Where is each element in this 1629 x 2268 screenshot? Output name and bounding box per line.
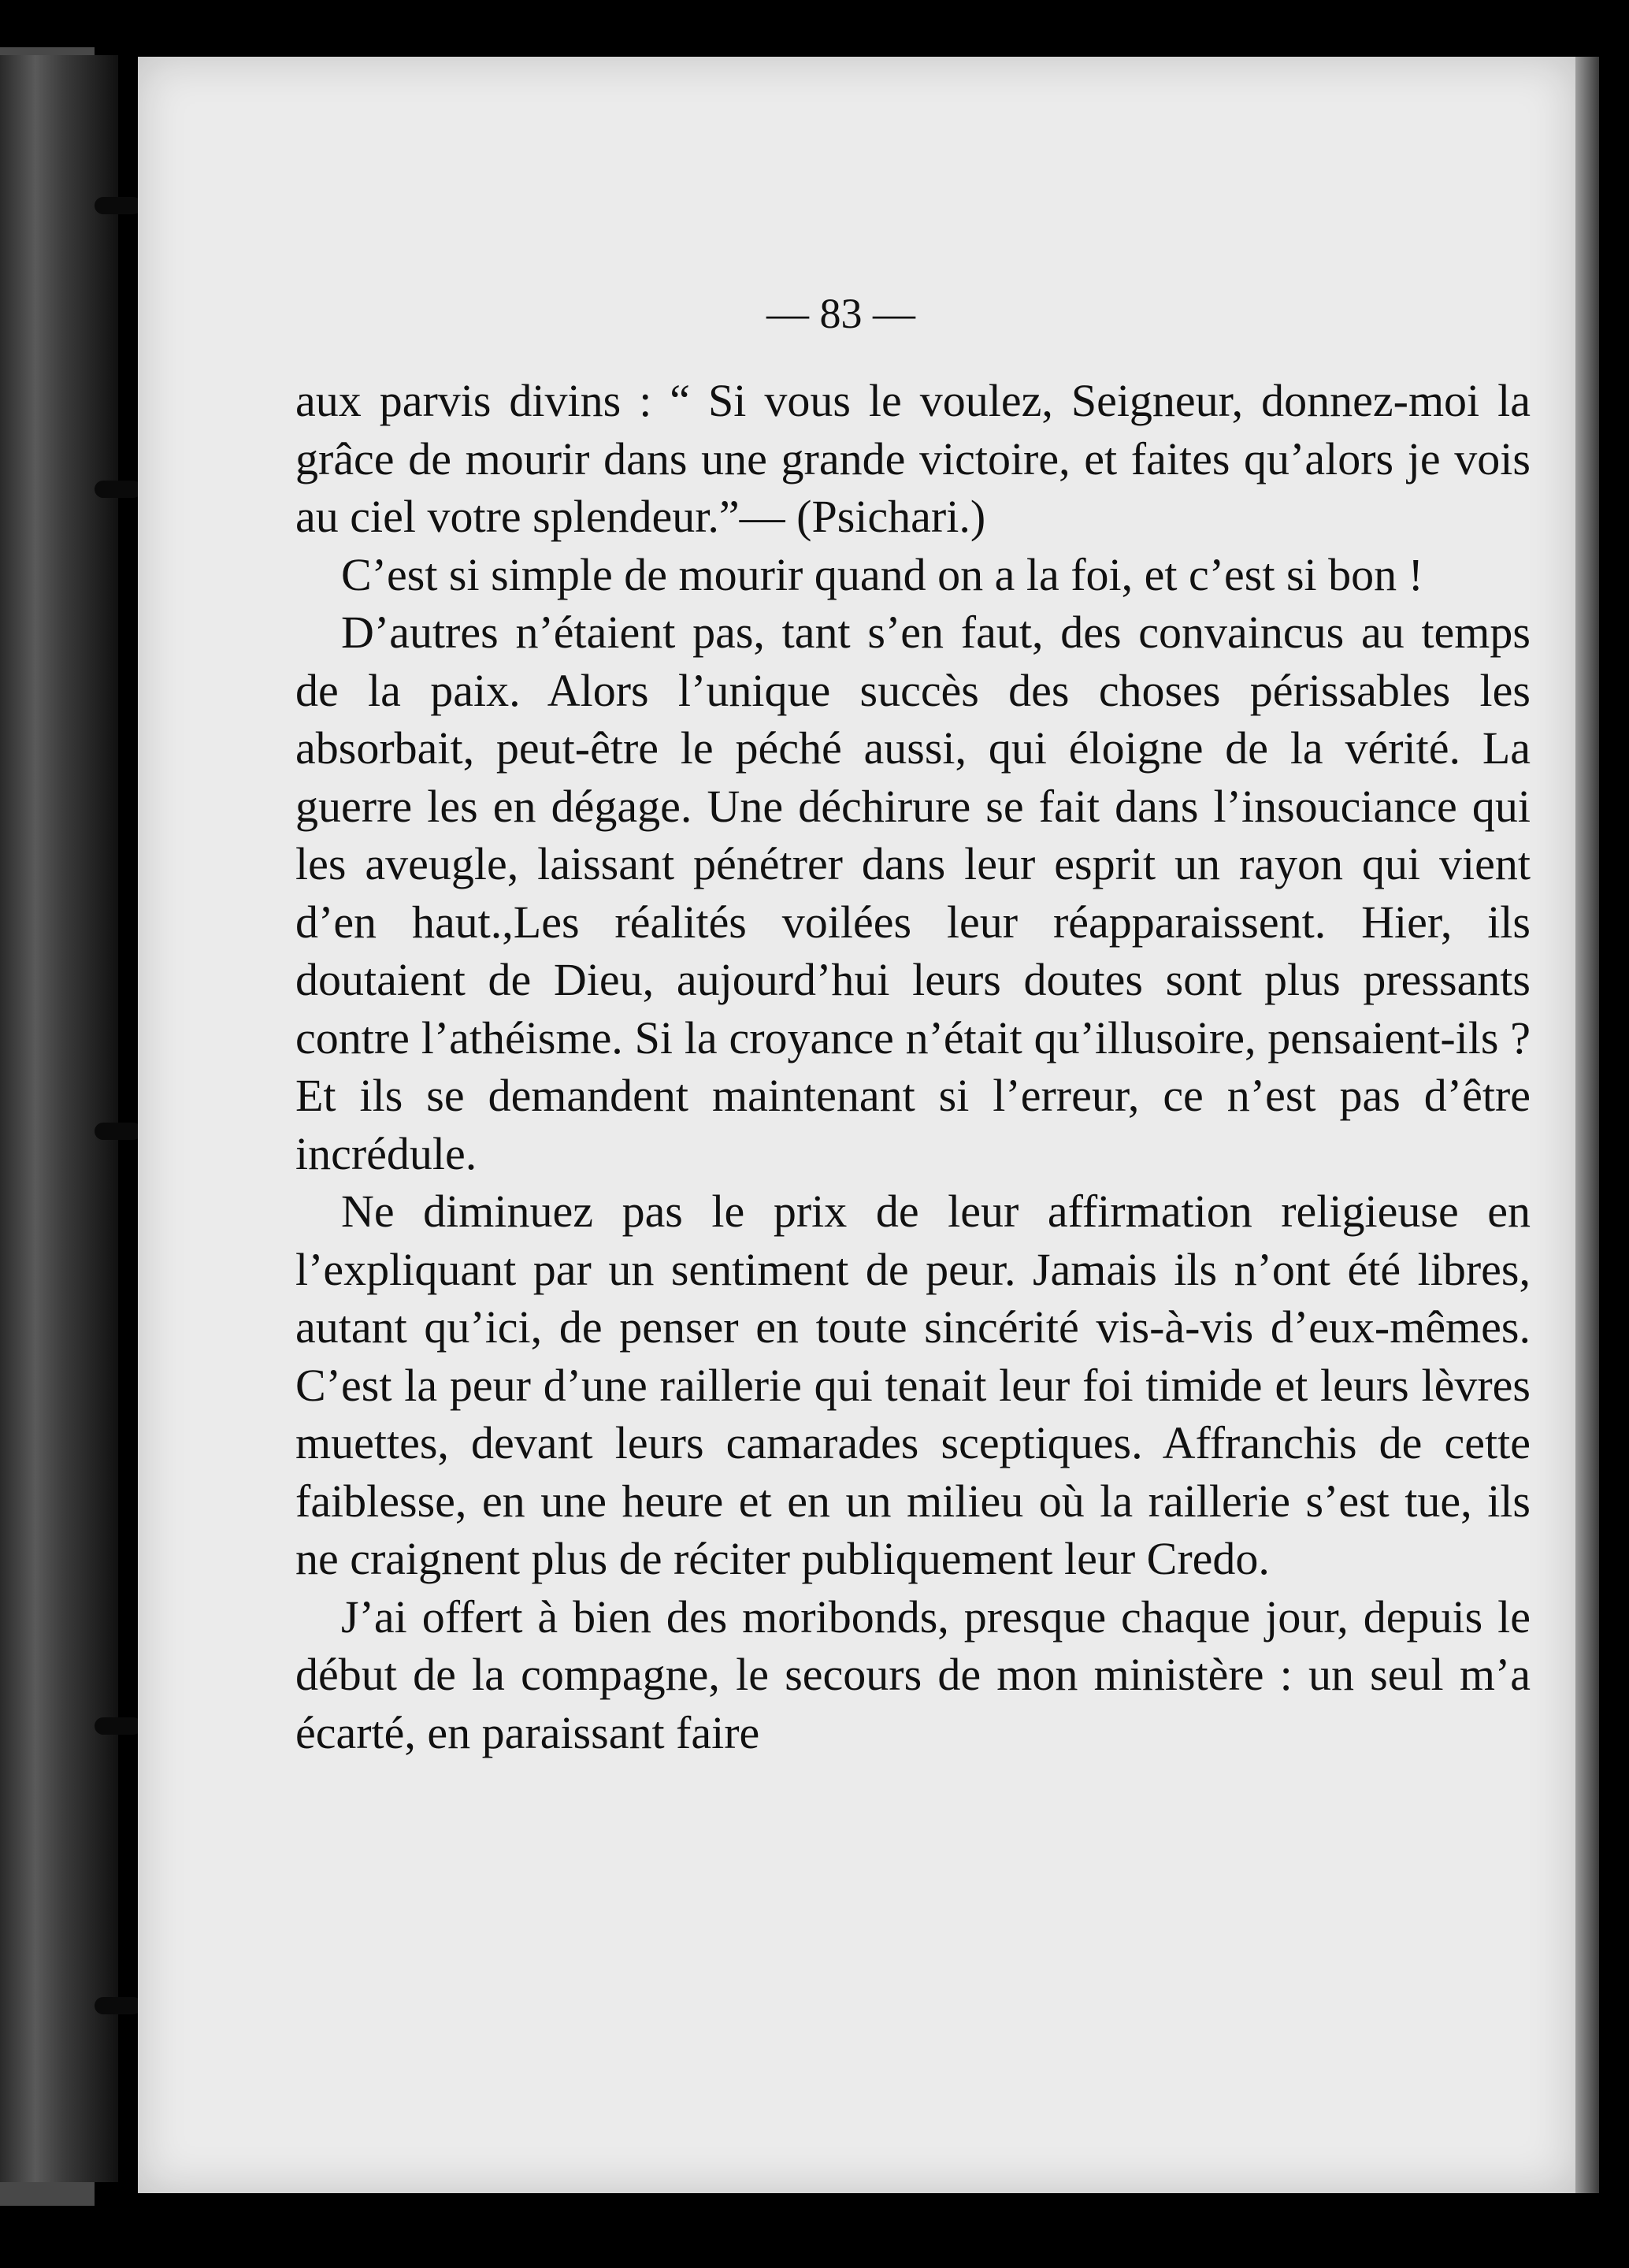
- binding-stitch: [95, 481, 142, 498]
- paragraph: C’est si simple de mourir quand on a la foi, et c’est si bon !: [341, 548, 1423, 600]
- paragraph: aux parvis divins : “ Si vous le voulez, Seigneur, donnez-moi la grâce de mourir dans une grande victoire, et faites qu’alors je vois au ciel votre splendeur.”— (Psichari.): [295, 375, 1531, 542]
- page-number: — 83 —: [766, 290, 915, 337]
- book-page: [138, 57, 1575, 2193]
- paragraph: Ne diminuez pas le prix de leur affirmation religieuse en l’expliquant par un sentiment de peur. Jamais ils n’ont été libres, autant qu’ici, de penser en toute sincérité vis-à-vis d’eux-mêmes. C’est la peur d’une raillerie qui tenait leur foi timide et leurs lèvres muettes, devant leurs camarades sceptiques. Affranchis de cette faiblesse, en une heure et en un milieu où la raillerie s’est tue, ils ne craignent plus de réciter publiquement leur Credo.: [295, 1186, 1531, 1584]
- page-edge-shadow: [1575, 57, 1599, 2193]
- binding-stitch: [95, 1123, 142, 1140]
- book-spine: [0, 55, 118, 2182]
- binding-stitch: [95, 197, 142, 214]
- body-text: [295, 372, 1531, 1761]
- paragraph: J’ai offert à bien des moribonds, presque chaque jour, depuis le début de la compagne, le secours de mon ministère : un seul m’a écarté, en paraissant faire: [295, 1591, 1531, 1758]
- binding-stitch: [95, 1717, 142, 1735]
- paragraph: D’autres n’étaient pas, tant s’en faut, des convaincus au temps de la paix. Alors l’unique succès des choses périssables les absorbait, peut-être le péché aussi, qui éloigne de la vérité. La guerre les en dégage. Une déchirure se fait dans l’insouciance qui les aveugle, laissant pénétrer dans leur esprit un rayon qui vient d’en haut.,Les réalités voilées leur réapparaissent. Hier, ils doutaient de Dieu, aujourd’hui leurs doutes sont plus pressants contre l’athéisme. Si la croyance n’était qu’illusoire, pensaient-ils ? Et ils se demandent maintenant si l’erreur, ce n’est pas d’être incrédule.: [295, 607, 1531, 1179]
- binding-stitch: [95, 1997, 142, 2014]
